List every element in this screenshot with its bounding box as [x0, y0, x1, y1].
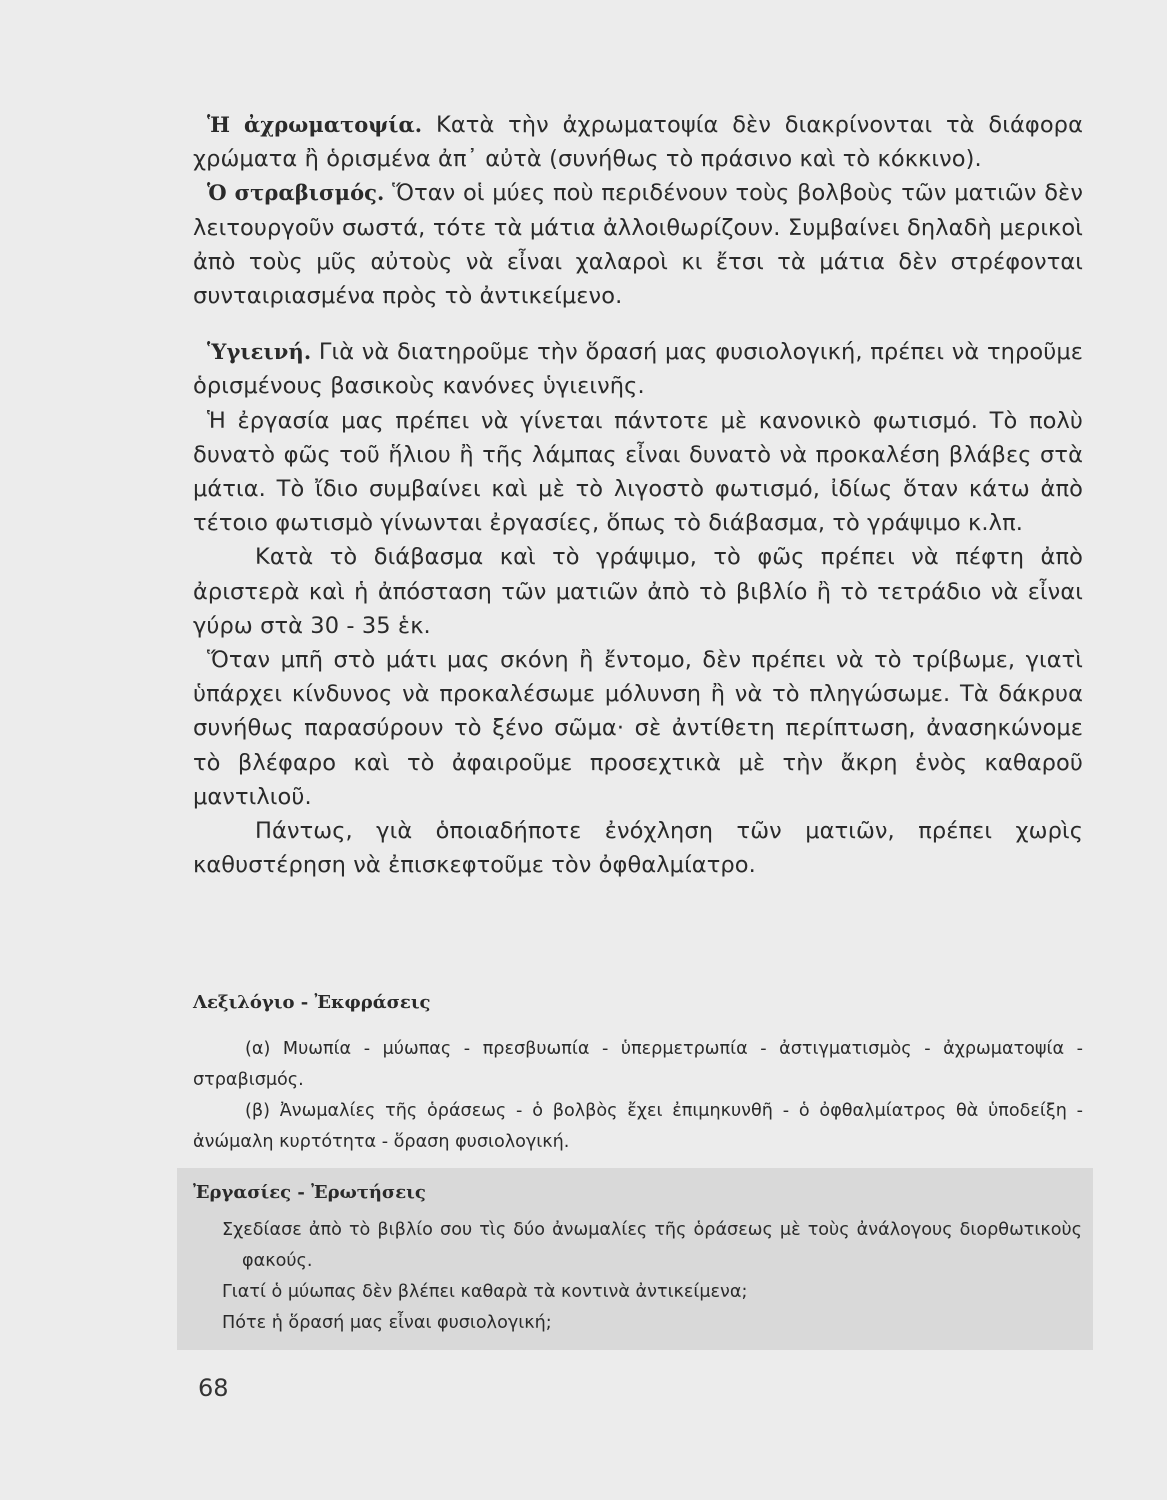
exercise-item: Γιατί ὁ μύωπας δὲν βλέπει καθαρὰ τὰ κοντινὰ ἀντικείμενα;: [222, 1282, 748, 1302]
paragraph-doctor: Πάντως, γιὰ ὁποιαδήποτε ἐνόχληση τῶν ματιῶν, πρέπει χωρὶς καθυστέρηση νὰ ἐπισκεφτοῦμε τὸν ὀφθαλμίατρο.: [193, 818, 1083, 879]
term-strabismus: Ὁ στραβισμός.: [207, 180, 385, 206]
vocabulary-item-a: (α) Μυωπία - μύωπας - πρεσβυωπία - ὑπερμετρωπία - ἀστιγματισμὸς - ἀχρωματοψία - στραβισμός.: [193, 1039, 1083, 1090]
paragraph-dust: Ὅταν μπῆ στὸ μάτι μας σκόνη ἢ ἔντομο, δὲν πρέπει νὰ τὸ τρίβωμε, γιατὶ ὑπάρχει κίνδυνος νὰ προκαλέσωμε μόλυνση ἢ νὰ τὸ πληγώσωμε. Τὰ δάκρυα συνήθως παρασύρουν τὸ ξένο σῶμα· σὲ ἀντίθετη περίπτωση, ἀνασηκώνομε τὸ βλέφαρο καὶ τὸ ἀφαιροῦμε προσεχτικὰ μὲ τὴν ἄκρη ἑνὸς καθαροῦ μαντιλιοῦ.: [193, 647, 1083, 810]
main-text: [193, 108, 1083, 882]
term-achromatopsia: Ἡ ἀχρωματοψία.: [207, 112, 423, 137]
paragraph-reading: Κατὰ τὸ διάβασμα καὶ τὸ γράψιμο, τὸ φῶς πρέπει νὰ πέφτη ἀπὸ ἀριστερὰ καὶ ἡ ἀπόσταση τῶν ματιῶν ἀπὸ τὸ βιβλίο ἢ τὸ τετράδιο νὰ εἶναι γύρω στὰ 30 - 35 ἑκ.: [193, 544, 1083, 639]
text-hygiene: Γιὰ νὰ διατηροῦμε τὴν ὅρασή μας φυσιολογική, πρέπει νὰ τηροῦμε ὁρισμένους βασικοὺς κανόνες ὑγιεινῆς.: [193, 339, 1083, 400]
paragraph-strabismus: [193, 176, 1083, 313]
paragraph-hygiene: [193, 335, 1083, 403]
vocabulary-section: [193, 990, 1083, 1158]
exercises-list: [222, 1215, 1082, 1339]
paragraph-lighting: Ἡ ἐργασία μας πρέπει νὰ γίνεται πάντοτε μὲ κανονικὸ φωτισμό. Τὸ πολὺ δυνατὸ φῶς τοῦ ἥλιου ἢ τῆς λάμπας εἶναι δυνατὸ νὰ προκαλέση βλάβες στὰ μάτια. Τὸ ἴδιο συμβαίνει καὶ μὲ τὸ λιγοστὸ φωτισμό, ἰδίως ὅταν κάτω ἀπὸ τέτοιο φωτισμὸ γίνωνται ἐργασίες, ὅπως τὸ διάβασμα, τὸ γράψιμο κ.λπ.: [193, 407, 1083, 537]
term-hygiene: Ὑγιεινή.: [207, 339, 312, 365]
exercises-heading: Ἐργασίες - Ἐρωτήσεις: [193, 1182, 426, 1203]
page-number: 68: [198, 1374, 229, 1402]
text-achromatopsia: Κατὰ τὴν ἀχρωματοψία δὲν διακρίνονται τὰ διάφορα χρώματα ἢ ὁρισμένα ἀπ᾽ αὐτὰ (συνήθως τὸ πράσινο καὶ τὸ κόκκινο).: [193, 112, 1083, 173]
paragraph-achromatopsia: [193, 108, 1083, 176]
text-strabismus: Ὅταν οἱ μύες ποὺ περιδένουν τοὺς βολβοὺς τῶν ματιῶν δὲν λειτουργοῦν σωστά, τότε τὰ μάτια ἀλλοιθωρίζουν. Συμβαίνει δηλαδὴ μερικοὶ ἀπὸ τοὺς μῦς αὐτοὺς νὰ εἶναι χαλαροὶ κι ἔτσι τὰ μάτια δὲν στρέφονται συνταιριασμένα πρὸς τὸ ἀντικείμενο.: [193, 180, 1083, 310]
vocabulary-heading: Λεξιλόγιο - Ἐκφράσεις: [193, 992, 431, 1013]
exercise-item: Πότε ἡ ὅρασή μας εἶναι φυσιολογική;: [222, 1313, 552, 1333]
exercise-item: Σχεδίασε ἀπὸ τὸ βιβλίο σου τὶς δύο ἀνωμαλίες τῆς ὁράσεως μὲ τοὺς ἀνάλογους διορθωτικοὺς φακούς.: [222, 1220, 1082, 1271]
vocabulary-item-b: (β) Ἀνωμαλίες τῆς ὁράσεως - ὁ βολβὸς ἔχει ἐπιμηκυνθῆ - ὁ ὀφθαλμίατρος θὰ ὑποδείξη - ἀνώμαλη κυρτότητα - ὅραση φυσιολογική.: [193, 1101, 1083, 1152]
exercises-box: [177, 1168, 1093, 1350]
